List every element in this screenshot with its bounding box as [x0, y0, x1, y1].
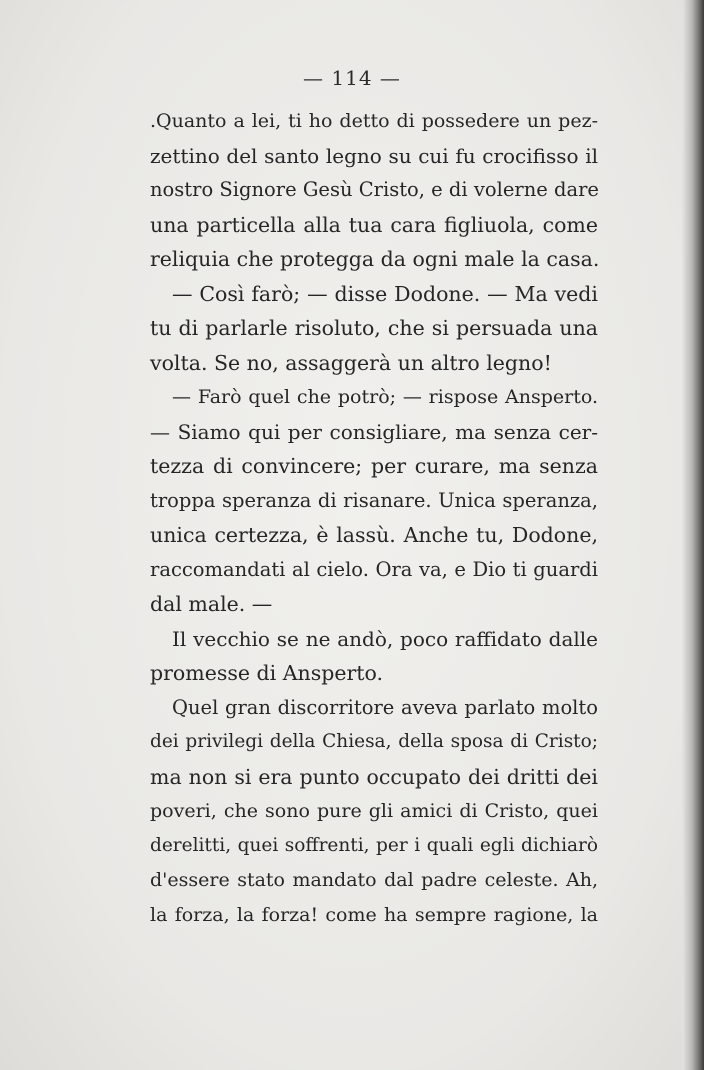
text-line: .Quanto a lei, ti ho detto di possedere un pez-: [150, 110, 598, 132]
text-line: reliquia che protegga da ogni male la casa.: [150, 247, 600, 271]
text-line: dei privilegi della Chiesa, della sposa di Cristo;: [150, 731, 598, 752]
text-line: — Farò quel che potrò; — rispose Ansperto.: [172, 386, 598, 408]
text-line: troppa speranza di risanare. Unica speranza,: [150, 488, 598, 512]
text-line: d'essere stato mandato dal padre celeste. Ah,: [150, 869, 598, 891]
text-line: Il vecchio se ne andò, poco raffidato dalle: [172, 626, 598, 651]
body-text: [150, 104, 598, 932]
text-line: nostro Signore Gesù Cristo, e di volerne dare: [150, 178, 599, 201]
page-number: — 114 —: [303, 66, 401, 90]
text-line: ma non si era punto occupato dei dritti dei: [150, 764, 598, 789]
text-line: — Così farò; — disse Dodone. — Ma vedi: [172, 281, 598, 306]
page-spine-shadow: [682, 0, 704, 1070]
text-line: raccomandati al cielo. Ora va, e Dio ti guardi: [150, 557, 598, 581]
text-line: zettino del santo legno su cui fu crocifisso il: [150, 143, 598, 168]
text-line: derelitti, quei soffrenti, per i quali egli dichiarò: [150, 834, 598, 856]
text-line: una particella alla tua cara figliuola, come: [150, 212, 598, 237]
text-line: promesse di Ansperto.: [150, 661, 384, 685]
text-line: tu di parlarle risoluto, che si persuada una: [150, 316, 598, 340]
text-line: la forza, la forza! come ha sempre ragione, la: [150, 903, 598, 926]
text-line: poveri, che sono pure gli amici di Cristo, quei: [150, 800, 598, 822]
text-line: tezza di convincere; per curare, ma senza: [150, 454, 598, 478]
text-line: unica certezza, è lassù. Anche tu, Dodone,: [150, 523, 598, 547]
text-line: — Siamo qui per consigliare, ma senza cer-: [150, 419, 598, 444]
text-line: volta. Se no, assaggerà un altro legno!: [150, 350, 552, 375]
text-line: dal male. —: [150, 592, 273, 616]
text-line: Quel gran discorritore aveva parlato molto: [172, 695, 598, 719]
